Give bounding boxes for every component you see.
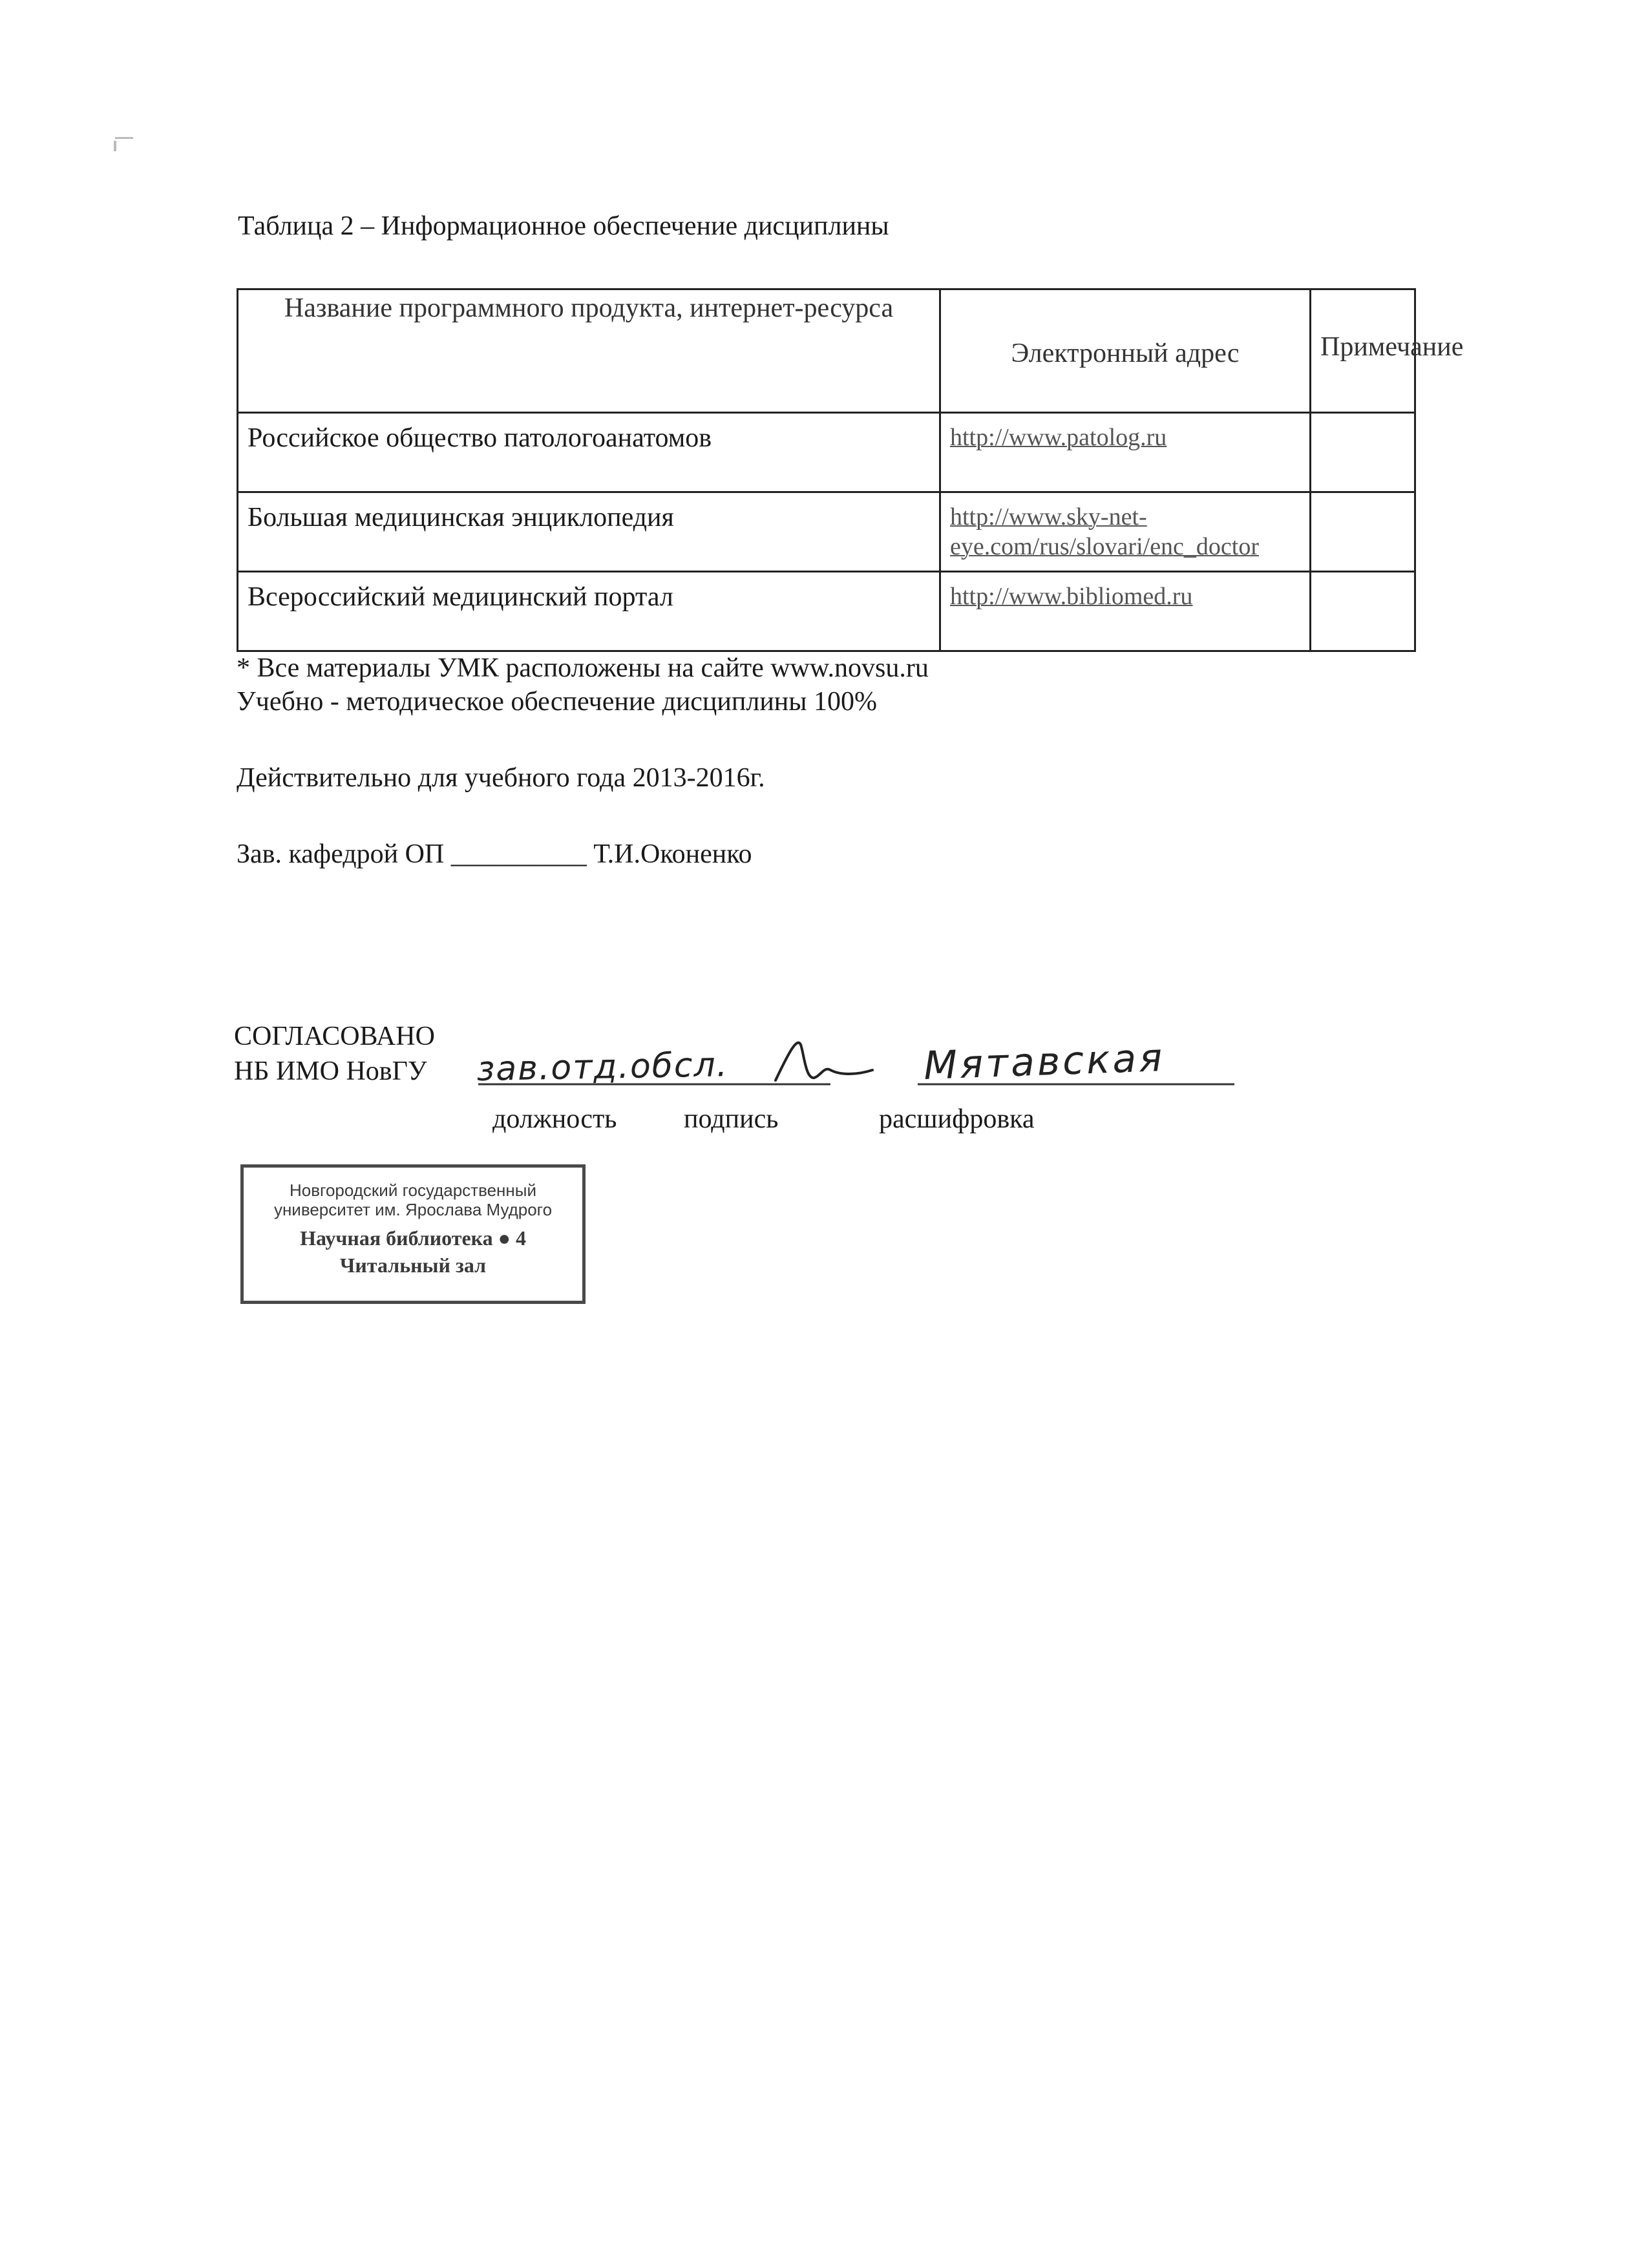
resource-name: Всероссийский медицинский портал (238, 572, 940, 651)
handwritten-position: зав.отд.обсл. (476, 1045, 729, 1089)
resource-name: Большая медицинская энциклопедия (238, 492, 940, 572)
header-electronic-address: Электронный адрес (940, 289, 1311, 413)
library-stamp (240, 1164, 586, 1304)
scan-artifact (115, 137, 133, 139)
resource-note (1311, 492, 1415, 572)
stamp-line: университет им. Ярослава Мудрого (273, 1200, 553, 1219)
approval-title: СОГЛАСОВАНО (234, 1022, 435, 1051)
stamp-line: Новгородский государственный (289, 1181, 536, 1200)
scan-artifact (114, 141, 116, 151)
methodical-support-note: Учебно - методическое обеспечение дисциплины 100% (237, 687, 877, 717)
signature-scribble (776, 1043, 872, 1080)
head-of-department-line: Зав. кафедрой ОП __________ Т.И.Оконенко (237, 839, 752, 869)
approval-organization: НБ ИМО НовГУ (234, 1056, 427, 1086)
resource-url-link[interactable]: http://www.bibliomed.ru (950, 583, 1193, 610)
resource-url-link[interactable]: http://www.sky-net- eye.com/rus/slovari/enc_doctor (950, 503, 1260, 560)
label-signature: подпись (684, 1104, 779, 1134)
resource-url-cell (940, 413, 1311, 492)
table-row (238, 492, 1415, 572)
table-row (238, 413, 1415, 492)
handwritten-signature-block (452, 1008, 1267, 1105)
umk-materials-note: * Все материалы УМК расположены на сайте www.novsu.ru (237, 653, 929, 683)
handwritten-name: Мятавская (923, 1035, 1166, 1089)
header-resource-name: Название программного продукта, интернет-ресурса (238, 289, 940, 413)
table-caption: Таблица 2 – Информационное обеспечение дисциплины (238, 211, 889, 241)
resources-table (237, 288, 1464, 652)
stamp-line: Научная библиотека ● 4 (300, 1226, 526, 1250)
stamp-line: Читальный зал (339, 1254, 487, 1277)
resource-url-cell (940, 492, 1311, 572)
resource-url-cell (940, 572, 1311, 651)
resource-url-link[interactable]: http://www.patolog.ru (950, 424, 1167, 451)
validity-statement: Действительно для учебного года 2013-2016г. (237, 763, 765, 793)
header-note: Примечание (1311, 289, 1415, 413)
label-position: должность (492, 1104, 617, 1134)
resource-note (1311, 413, 1415, 492)
label-decoding: расшифровка (879, 1104, 1035, 1134)
resource-name: Российское общество патологоанатомов (238, 413, 940, 492)
table-row (238, 572, 1415, 651)
table-header-row (238, 289, 1415, 413)
resource-note (1311, 572, 1415, 651)
